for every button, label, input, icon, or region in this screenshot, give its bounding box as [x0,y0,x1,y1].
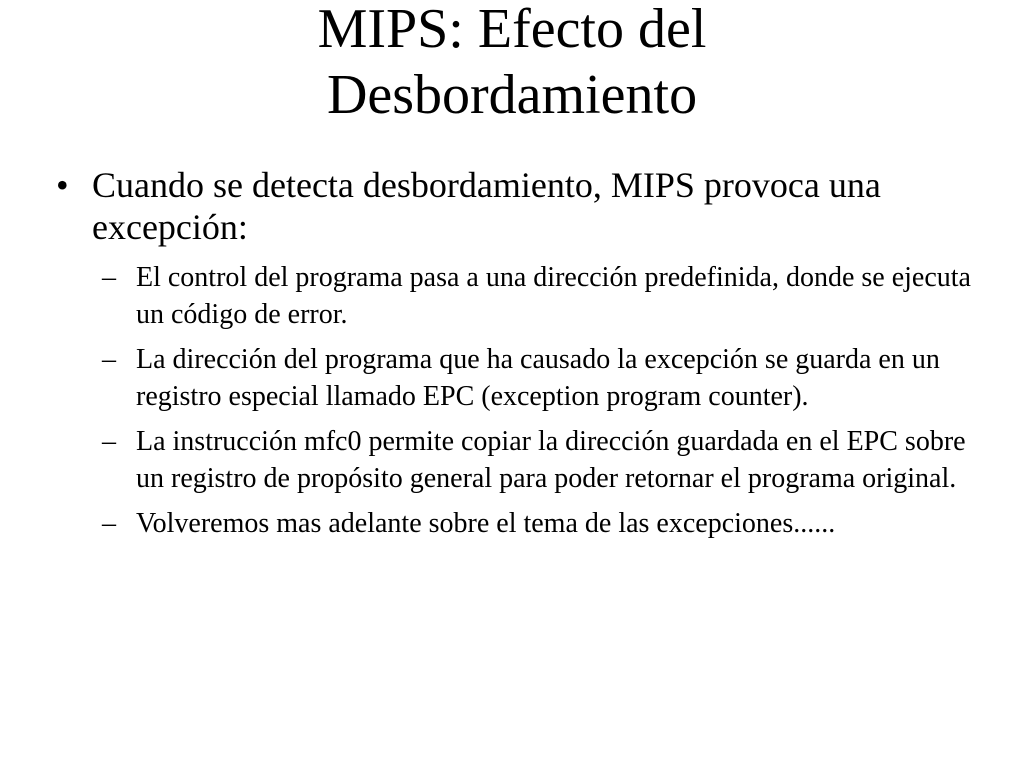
bullet-marker: • [56,165,69,205]
dash-marker: – [102,426,116,457]
sub-bullet-text: La instrucción mfc0 permite copiar la dirección guardada en el EPC sobre un registro de propósito general para poder retornar el programa original. [136,426,966,494]
bullet-text: Cuando se detecta desbordamiento, MIPS provoca una excepción: [92,165,881,247]
dash-marker: – [102,262,116,293]
sub-bullet-item [56,259,986,333]
dash-marker: – [102,508,116,539]
bullet-item [56,164,986,248]
sub-bullet-text: La dirección del programa que ha causado la excepción se guarda en un registro especial llamado EPC (exception program counter). [136,344,940,412]
sub-bullet-item [56,423,986,497]
slide-title-line-2: Desbordamiento [326,64,698,126]
sub-bullet-text: El control del programa pasa a una dirección predefinida, donde se ejecuta un código de error. [136,262,971,330]
slide-title-line-1: MIPS: Efecto del [317,0,707,60]
sub-bullet-item [56,341,986,415]
slide-title [0,0,1024,128]
sub-bullet-item [56,505,986,542]
sub-bullet-list [56,259,986,542]
slide-body [56,164,986,550]
dash-marker: – [102,344,116,375]
sub-bullet-text: Volveremos mas adelante sobre el tema de las excepciones...... [136,508,836,539]
